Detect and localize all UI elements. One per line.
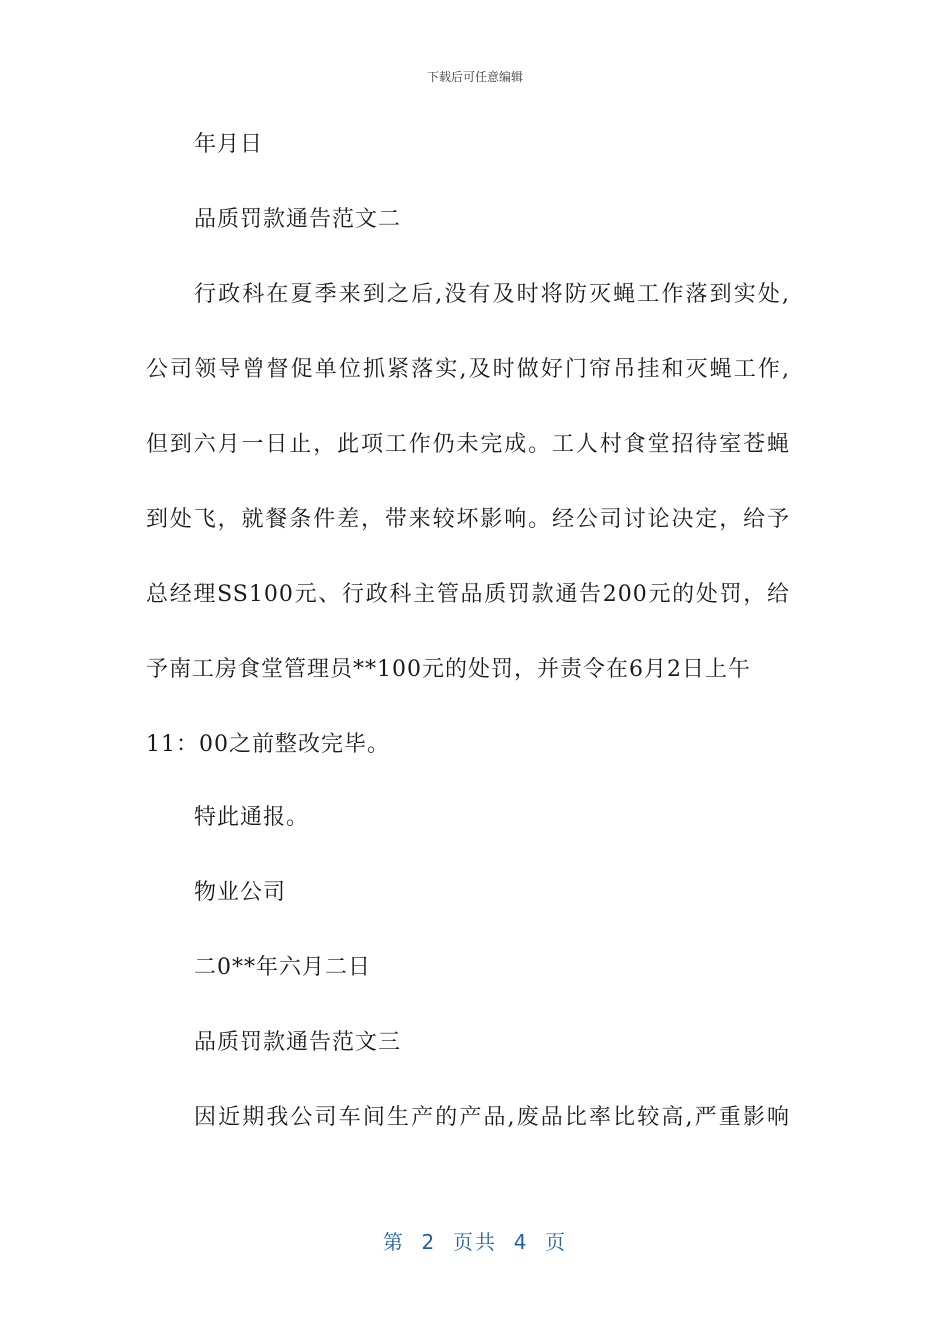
paragraph-line: 总经理SS100元、行政科主管品质罚款通告200元的处罚，给 [146, 582, 790, 607]
section-heading-2: 品质罚款通告范文二 [194, 207, 402, 232]
paragraph-line: 11：00之前整改完毕。 [146, 732, 390, 757]
notice-closing: 特此通报。 [194, 805, 310, 830]
signature-company: 物业公司 [194, 880, 287, 905]
paragraph-line: 到处飞，就餐条件差，带来较坏影响。经公司讨论决定，给予 [146, 507, 790, 532]
paragraph-line: 但到六月一日止，此项工作仍未完成。工人村食堂招待室苍蝇 [146, 432, 790, 457]
paragraph-line: 予南工房食堂管理员**100元的处罚，并责令在6月2日上午 [146, 657, 751, 682]
page-number: 第 2 页共 4 页 [382, 1230, 568, 1254]
paragraph-line: 公司领导曾督促单位抓紧落实,及时做好门帘吊挂和灭蝇工作, [146, 357, 790, 382]
paragraph-line: 行政科在夏季来到之后,没有及时将防灭蝇工作落到实处, [194, 282, 790, 307]
signature-date: 二0**年六月二日 [194, 955, 371, 980]
date-line: 年月日 [194, 132, 264, 157]
paragraph-line: 因近期我公司车间生产的产品,废品比率比较高,严重影响 [194, 1105, 790, 1130]
section-heading-3: 品质罚款通告范文三 [194, 1030, 402, 1055]
header-note: 下载后可任意编辑 [426, 70, 523, 84]
